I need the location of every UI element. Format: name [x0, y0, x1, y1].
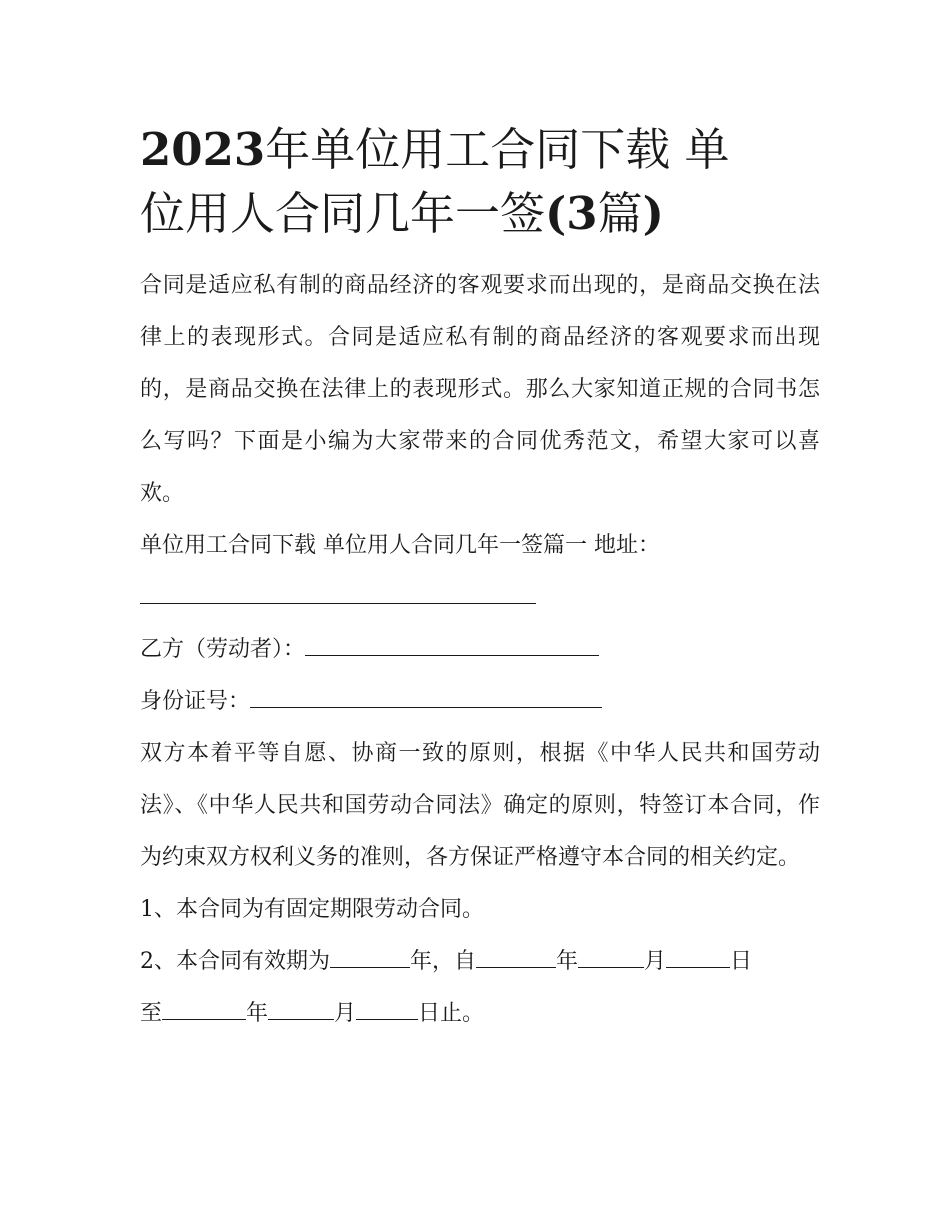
title-year: 2023 — [140, 123, 266, 176]
end-day-blank — [356, 995, 418, 1020]
clause-2-prefix: 2、本合同有效期为 — [140, 949, 330, 974]
title-line1: 年单位用工合同下载 单 — [265, 123, 730, 176]
end-month-blank — [268, 995, 334, 1020]
principle-paragraph: 双方本着平等自愿、协商一致的原则，根据《中华人民共和国劳动法》、《中华人民共和国劳动合同法》确定的原则，特签订本合同，作为约束双方权利义务的准则，各方保证严格遵守本合同的相关约定。 — [140, 741, 820, 870]
party-b-line — [140, 624, 820, 676]
clause-2-year: 年 — [556, 949, 579, 974]
clause-2-to: 至 — [140, 1001, 163, 1026]
clause-2-end-year: 年 — [246, 1001, 269, 1026]
start-day-blank — [666, 943, 730, 968]
id-blank — [250, 683, 602, 708]
id-label: 身份证号： — [140, 689, 251, 714]
section-heading — [140, 520, 820, 624]
title-line2-prefix: 位用人合同几年一签 — [140, 187, 546, 240]
clause-2-end-month: 月 — [334, 1001, 357, 1026]
section-heading-text: 单位用工合同下载 单位用人合同几年一签篇一 地址： — [140, 533, 660, 558]
document-title — [140, 118, 820, 246]
document-page — [140, 118, 820, 1040]
start-month-blank — [578, 943, 644, 968]
end-year-blank — [162, 995, 246, 1020]
title-count-unit: 篇 — [597, 187, 643, 240]
clause-2-year-from: 年，自 — [410, 949, 477, 974]
address-blank — [140, 579, 536, 604]
party-b-label: 乙方（劳动者）： — [140, 637, 306, 662]
party-b-blank — [305, 631, 599, 656]
id-line — [140, 676, 820, 728]
term-years-blank — [330, 943, 410, 968]
title-count: (3 — [545, 187, 598, 240]
clause-2-end: 日止。 — [418, 1001, 485, 1026]
clause-2-day: 日 — [730, 949, 753, 974]
start-year-blank — [476, 943, 556, 968]
intro-paragraph: 合同是适应私有制的商品经济的客观要求而出现的，是商品交换在法律上的表现形式。合同是适应私有制的商品经济的客观要求而出现的，是商品交换在法律上的表现形式。那么大家知道正规的合同书怎么写吗？下面是小编为大家带来的合同优秀范文，希望大家可以喜欢。 — [140, 273, 820, 506]
clause-1: 1、本合同为有固定期限劳动合同。 — [140, 897, 484, 922]
clause-2 — [140, 936, 820, 1040]
clause-2-month: 月 — [644, 949, 667, 974]
title-paren: ) — [642, 187, 664, 240]
